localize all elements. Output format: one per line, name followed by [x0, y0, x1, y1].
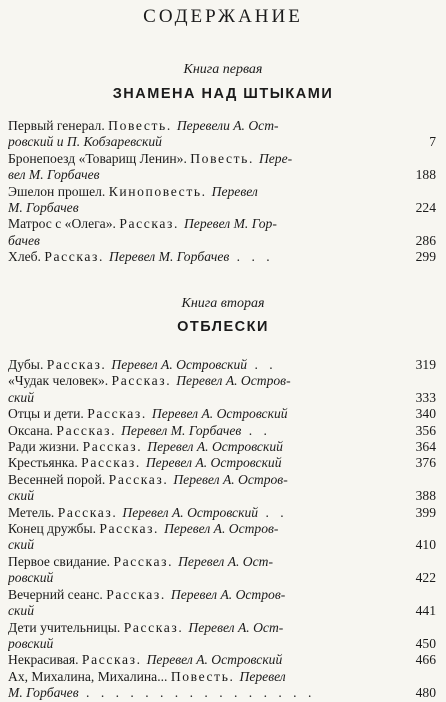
genre-text: Рассказ. [87, 406, 152, 422]
translator-text: Перевел А. Островский [122, 504, 259, 520]
genre-text: Повесть. [190, 150, 259, 166]
page-number: 340 [415, 406, 436, 422]
toc-entry-line [8, 537, 436, 553]
toc-entry-line [8, 455, 436, 471]
page-number: 410 [415, 537, 436, 553]
genre-text: Рассказ. [81, 455, 146, 471]
toc-entry [8, 151, 436, 184]
toc-entry-line [8, 151, 436, 167]
genre-text: Рассказ. [108, 471, 174, 487]
page-number: 299 [415, 249, 436, 265]
page-number: 286 [415, 232, 436, 248]
toc-entry [8, 249, 436, 265]
book-1-label: Книга первая [183, 62, 263, 77]
translator-text: Перевел А. Островский [146, 652, 283, 668]
toc-entry-line [8, 134, 436, 150]
translator-text: Перевел А. Остров- [176, 373, 291, 389]
page-number: 399 [415, 504, 436, 520]
genre-text: Рассказ. [119, 216, 184, 232]
genre-text: Рассказ. [123, 619, 189, 635]
translator-text: Пере- [258, 150, 293, 166]
translator-text: ский [8, 537, 34, 553]
toc-entry-line [8, 521, 436, 537]
toc-entry-line [8, 505, 436, 521]
book-1-title: ЗНАМЕНА НАД ШТЫКАМИ [112, 86, 334, 102]
translator-text: Перевел А. Островский [111, 357, 248, 372]
translator-text: М. Горбачев [8, 200, 79, 216]
entry-title-text: Матрос с «Олега». [8, 216, 120, 232]
entry-title-text: Некрасивая. [8, 652, 82, 668]
toc-entry [8, 118, 436, 151]
genre-text: Повесть. [108, 118, 177, 133]
page-number: 364 [415, 439, 436, 455]
toc-entry-line [8, 669, 436, 685]
toc-entry-line [8, 636, 436, 652]
toc-entry-line [8, 249, 436, 265]
toc-entry-line [8, 488, 436, 504]
toc-entry-line [8, 423, 436, 439]
toc-entry [8, 620, 436, 653]
translator-text: ровский [8, 570, 54, 586]
translator-text: ский [8, 488, 34, 504]
genre-text: Рассказ. [99, 521, 165, 537]
page-number: 422 [415, 570, 436, 586]
page-number: 441 [415, 603, 436, 619]
translator-text: Перевел А. Ост- [178, 553, 274, 569]
entry-title-text: Отцы и дети. [8, 406, 88, 422]
page-number: 224 [415, 200, 436, 216]
toc-entry-line [8, 118, 436, 134]
toc-entry [8, 554, 436, 587]
genre-text: Рассказ. [106, 586, 171, 602]
page-number: 356 [415, 422, 436, 438]
book-2-title: ОТБЛЕСКИ [177, 319, 269, 335]
page-number: 376 [415, 455, 436, 471]
toc-entry-line [8, 357, 436, 373]
translator-text: Перевел М. Горбачев [121, 422, 242, 438]
entry-title-text: Первый генерал. [8, 118, 109, 133]
translator-text: ровский и П. Кобзаревский [8, 134, 162, 150]
translator-text: Перевел А. Остров- [170, 586, 286, 602]
translator-text: Перевел А. Ост- [188, 619, 284, 635]
translator-text: Перевели А. Ост- [176, 118, 279, 133]
toc-entry [8, 423, 436, 439]
translator-text: Перевел А. Островский [147, 439, 283, 455]
genre-text: Рассказ. [56, 422, 122, 438]
genre-text: Рассказ. [44, 249, 110, 265]
toc-entry-line [8, 652, 436, 668]
toc-entry-line [8, 390, 436, 406]
translator-text: Перевел М. Гор- [183, 216, 277, 232]
genre-text: Рассказ. [82, 439, 148, 455]
translator-text: Перевел А. Островский [145, 455, 282, 471]
toc-entry [8, 652, 436, 668]
page-number: 450 [415, 635, 436, 651]
book-1-entries [8, 118, 436, 266]
entry-title-text: Эшелон прошел. [8, 183, 109, 199]
toc-entry-line [8, 233, 436, 249]
translator-text: ский [8, 603, 34, 619]
leader-dots: . . [247, 357, 277, 372]
genre-text: Повесть. [170, 668, 240, 684]
toc-entry-line [8, 184, 436, 200]
toc-entry-line [8, 167, 436, 183]
toc-entry-line [8, 472, 436, 488]
page-number: 188 [415, 167, 436, 183]
genre-text: Рассказ. [113, 553, 179, 569]
translator-text: Перевел [239, 668, 286, 684]
toc-entry-line [8, 587, 436, 603]
translator-text: Перевел [211, 183, 258, 199]
translator-text: Перевел А. Остров- [164, 521, 279, 537]
toc-entry-line [8, 620, 436, 636]
toc-entry [8, 505, 436, 521]
entry-title-text: Метель. [8, 504, 58, 520]
translator-text: Перевел М. Горбачев [109, 249, 230, 265]
toc-entry [8, 216, 436, 249]
page-number: 333 [415, 389, 436, 405]
toc-entry [8, 373, 436, 406]
entry-title-text: Дубы. [8, 357, 47, 372]
toc-entry-line [8, 603, 436, 619]
translator-text: бачев [8, 232, 40, 248]
translator-text: ровский [8, 635, 54, 651]
entry-title-text: Хлеб. [8, 249, 45, 265]
leader-dots: . . [241, 422, 271, 438]
entry-title-text: Дети учительницы. [8, 619, 124, 635]
toc-entry [8, 521, 436, 554]
entry-title-text: Крестьянка. [8, 455, 82, 471]
book-2-entries [8, 357, 436, 702]
translator-text: ский [8, 389, 34, 405]
leader-dots: . . [258, 504, 288, 520]
entry-title-text: «Чудак человек». [8, 373, 112, 389]
toc-entry [8, 455, 436, 471]
genre-text: Киноповесть. [108, 183, 212, 199]
toc-entry-line [8, 685, 436, 701]
genre-text: Рассказ. [46, 357, 112, 372]
entry-title-text: Первое свидание. [8, 553, 114, 569]
page-title: СОДЕРЖАНИЕ [143, 6, 303, 27]
page-number: 480 [415, 685, 436, 701]
toc-entry [8, 406, 436, 422]
translator-text: вел М. Горбачев [8, 167, 100, 183]
toc-entry-line [8, 439, 436, 455]
entry-title-text: Весенней порой. [8, 471, 109, 487]
translator-text: Перевел А. Остров- [173, 471, 288, 487]
toc-entry-line [8, 570, 436, 586]
translator-text: Перевел А. Островский [151, 406, 288, 422]
toc-entry-line [8, 554, 436, 570]
entry-title-text: Ах, Михалина, Михалина... [8, 668, 171, 684]
toc-entry [8, 439, 436, 455]
book-2-label: Книга вторая [181, 296, 265, 311]
page-number: 319 [415, 357, 436, 372]
page-number: 388 [415, 488, 436, 504]
entry-title-text: Оксана. [8, 422, 57, 438]
leader-dots: . . . [229, 249, 274, 265]
toc-entry-line [8, 406, 436, 422]
toc-entry [8, 357, 436, 373]
genre-text: Рассказ. [111, 373, 177, 389]
entry-title-text: Бронепоезд «Товарищ Ленин». [8, 150, 191, 166]
toc-entry-line [8, 216, 436, 232]
leader-dots: . . . . . . . . . . . . . . . . [78, 685, 316, 701]
entry-title-text: Ради жизни. [8, 439, 83, 455]
genre-text: Рассказ. [81, 652, 147, 668]
entry-title-text: Конец дружбы. [8, 521, 100, 537]
toc-entry [8, 669, 436, 702]
genre-text: Рассказ. [57, 504, 123, 520]
toc-entry [8, 472, 436, 505]
translator-text: М. Горбачев [8, 685, 79, 701]
toc-entry [8, 184, 436, 217]
toc-entry-line [8, 373, 436, 389]
page-number: 466 [415, 652, 436, 668]
toc-entry [8, 587, 436, 620]
entry-title-text: Вечерний сеанс. [8, 586, 107, 602]
page-number: 7 [429, 134, 436, 150]
toc-entry-line [8, 200, 436, 216]
